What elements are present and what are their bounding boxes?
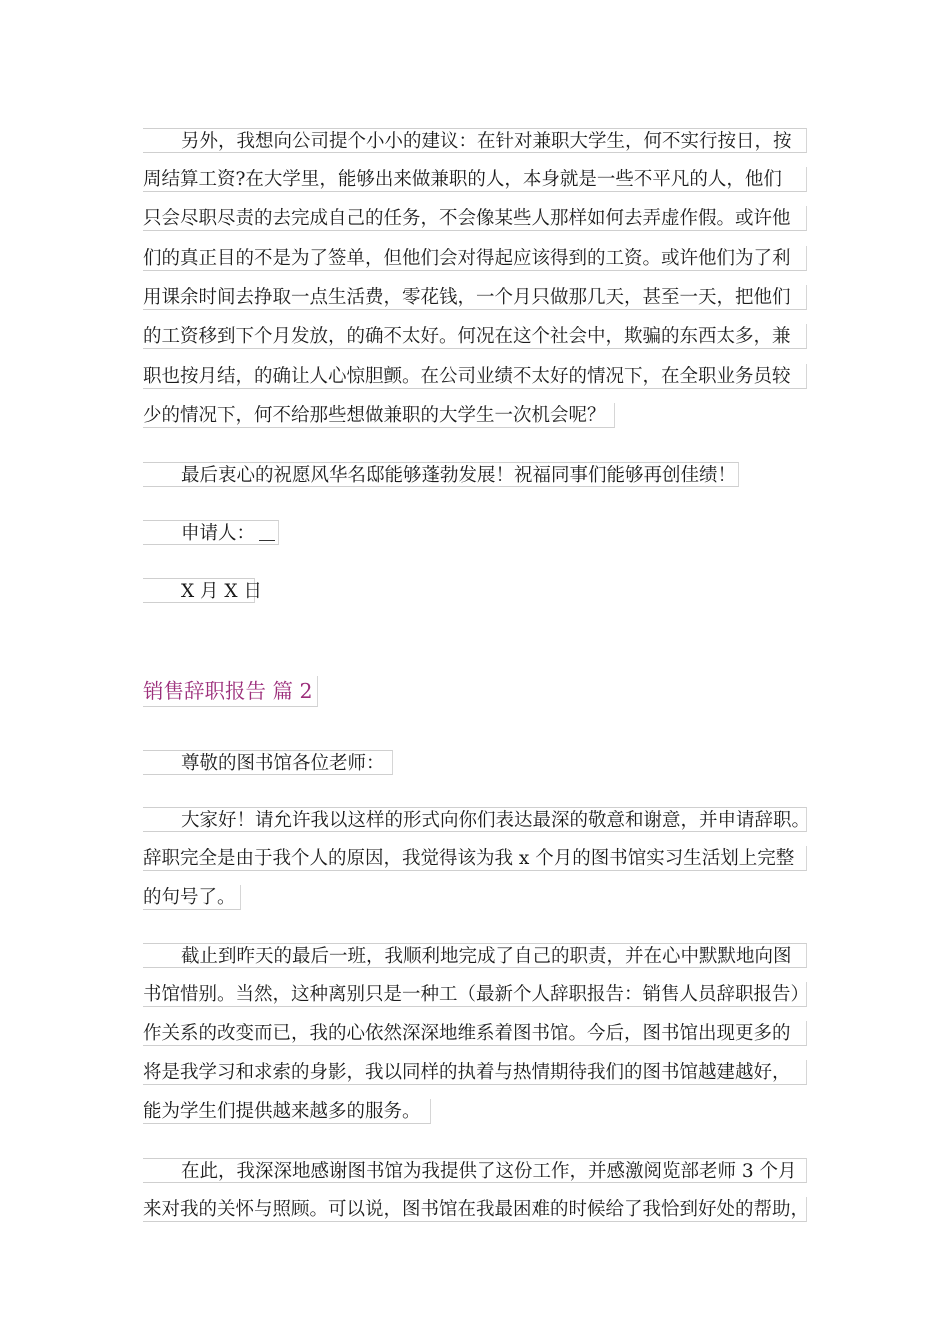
applicant-line (143, 520, 279, 545)
date-line: X 月 X 日 (143, 578, 255, 603)
paragraph-line: 辞职完全是由于我个人的原因，我觉得该为我 x 个月的图书馆实习生活划上完整 (143, 846, 807, 871)
paragraph-line: 用课余时间去挣取一点生活费，零花钱，一个月只做那几天，甚至一天，把他们 (143, 285, 807, 310)
greeting-line: 尊敬的图书馆各位老师： (143, 750, 393, 775)
paragraph-line: 另外，我想向公司提个小小的建议：在针对兼职大学生，何不实行按日，按 (143, 128, 807, 153)
paragraph-line: 周结算工资?在大学里，能够出来做兼职的人，本身就是一些不平凡的人，他们 (143, 167, 807, 192)
paragraph-line: 的句号了。 (143, 885, 241, 910)
paragraph-line: 只会尽职尽责的去完成自己的任务，不会像某些人那样如何去弄虚作假。或许他 (143, 206, 807, 231)
paragraph-line: 的工资移到下个月发放，的确不太好。何况在这个社会中，欺骗的东西太多，兼 (143, 324, 807, 349)
signature-blank (259, 524, 275, 541)
paragraph-line: 们的真正目的不是为了签单，但他们会对得起应该得到的工资。或许他们为了利 (143, 246, 807, 271)
paragraph-line: 能为学生们提供越来越多的服务。 (143, 1099, 431, 1124)
paragraph-line: 少的情况下，何不给那些想做兼职的大学生一次机会呢？ (143, 403, 615, 428)
paragraph-line: 将是我学习和求索的身影，我以同样的执着与热情期待我们的图书馆越建越好， (143, 1060, 807, 1085)
paragraph-line: 来对我的关怀与照顾。可以说，图书馆在我最困难的时候给了我恰到好处的帮助， (143, 1199, 810, 1220)
paragraph-line: 大家好！请允许我以这样的形式向你们表达最深的敬意和谢意，并申请辞职。 (143, 807, 807, 832)
blessing-line: 最后衷心的祝愿风华名邸能够蓬勃发展！祝福同事们能够再创佳绩！ (143, 462, 739, 487)
paragraph-line: 在此，我深深地感谢图书馆为我提供了这份工作，并感激阅览部老师 3 个月 (143, 1158, 807, 1183)
paragraph-line: 书馆惜别。当然，这种离别只是一种工（最新个人辞职报告：销售人员辞职报告） (143, 984, 810, 1005)
applicant-label: 申请人： (181, 523, 256, 544)
section-heading: 销售辞职报告 篇 2 (143, 676, 318, 707)
paragraph-line: 职也按月结，的确让人心惊胆颤。在公司业绩不太好的情况下，在全职业务员较 (143, 364, 807, 389)
paragraph-line: 截止到昨天的最后一班，我顺利地完成了自己的职责，并在心中默默地向图 (143, 943, 807, 968)
paragraph-line: 作关系的改变而已，我的心依然深深地维系着图书馆。今后，图书馆出现更多的 (143, 1021, 807, 1046)
